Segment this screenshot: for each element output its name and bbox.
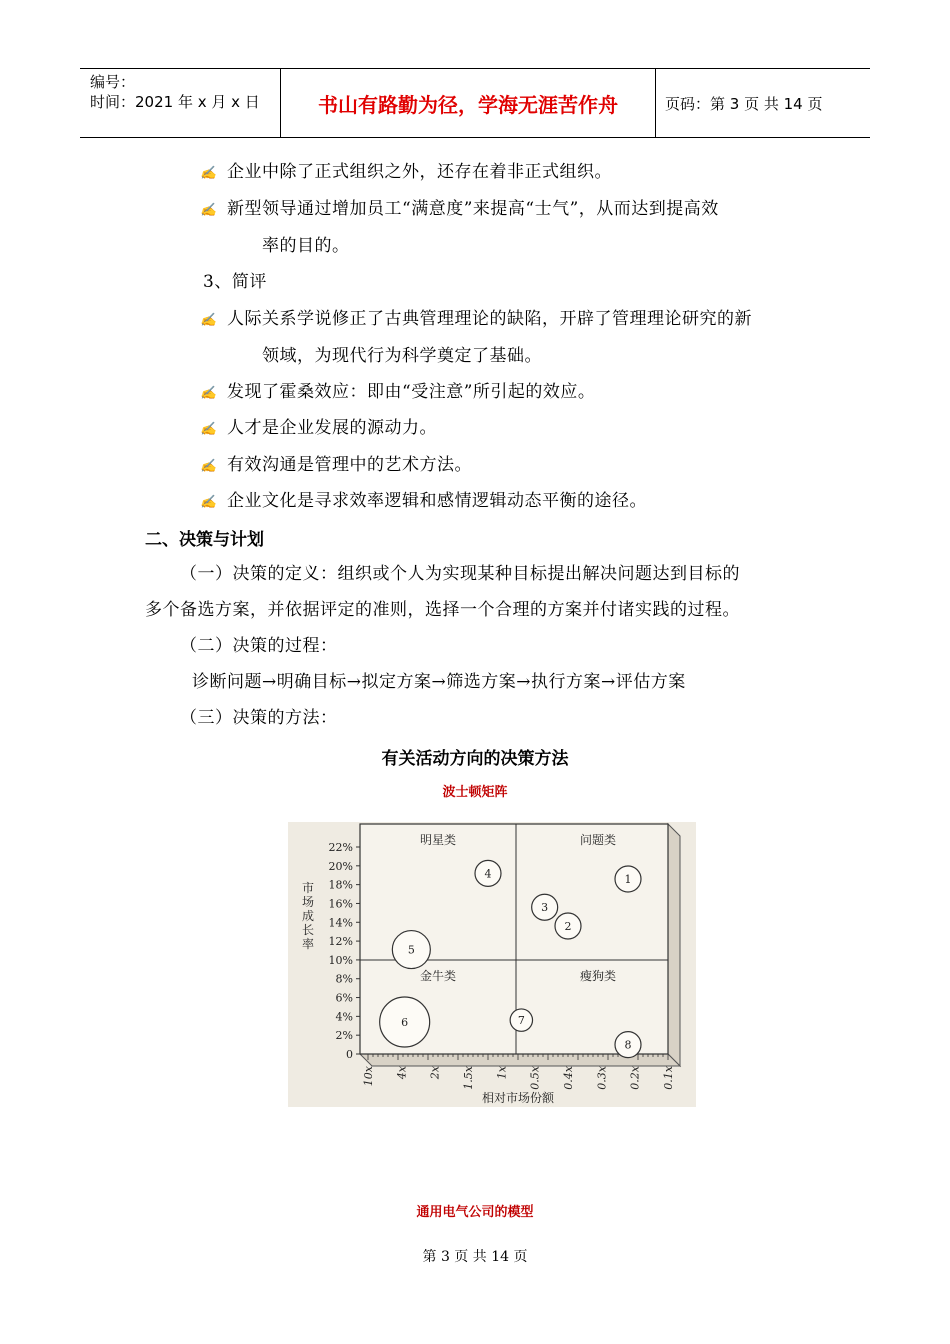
y-tick-label: 10% [328,953,353,967]
bubble-label: 2 [564,920,572,934]
y-axis-label-char: 成 [302,909,315,923]
quadrant-label: 明星类 [419,833,457,847]
bubble-label: 3 [541,901,549,915]
x-tick-label: 4x [395,1066,409,1080]
bullet-line: ✍ 新型领导通过增加员工“满意度”来提高“士气”，从而达到提高效 [200,197,719,223]
paragraph-definition: （一）决策的定义：组织或个人为实现某种目标提出解决问题达到目标的 [180,564,740,584]
x-tick-label: 2x [428,1066,442,1080]
y-tick-label: 8% [335,972,353,986]
y-axis-label-char: 率 [302,937,315,951]
y-tick-label: 4% [335,1010,353,1024]
x-tick-label: 10x [362,1066,375,1087]
x-tick-label: 0.2x [628,1066,642,1090]
pen-bullet-icon: ✍ [200,386,217,401]
bubble-label: 7 [517,1014,525,1028]
bullet-continuation: 率的目的。 [262,236,350,256]
x-axis-label: 相对市场份额 [481,1091,555,1105]
y-axis-label-char: 场 [302,895,315,909]
y-tick-label: 14% [328,916,353,930]
chart-subtitle: 波士顿矩阵 [442,785,508,800]
bullet-line: ✍ 企业文化是寻求效率逻辑和感情逻辑动态平衡的途径。 [200,489,647,515]
bubble-label: 6 [401,1016,409,1030]
pen-bullet-icon: ✍ [200,422,217,437]
section-heading: 二、决策与计划 [145,530,264,550]
bullet-line: ✍ 有效沟通是管理中的艺术方法。 [200,453,472,479]
pen-bullet-icon: ✍ [200,203,217,218]
pen-bullet-icon: ✍ [200,459,217,474]
x-tick-label: 0.3x [595,1066,609,1090]
y-tick-label: 12% [328,935,353,949]
bcg-matrix-chart [288,822,696,1107]
bullet-line: ✍ 企业中除了正式组织之外，还存在着非正式组织。 [200,160,612,186]
quadrant-label: 问题类 [579,833,617,847]
y-tick-label: 16% [328,897,353,911]
x-tick-label: 0.5x [528,1066,542,1090]
bubble-label: 8 [624,1038,632,1052]
header-motto: 书山有路勤为径，学海无涯苦作舟 [280,69,656,137]
bullet-line: ✍ 发现了霍桑效应：即由“受注意”所引起的效应。 [200,380,595,406]
doc-number-label: 编号： [90,73,136,91]
quadrant-label: 金牛类 [419,969,457,983]
header-meta [80,69,280,137]
ge-model-caption: 通用电气公司的模型 [416,1205,534,1220]
chart-heading: 有关活动方向的决策方法 [381,749,569,769]
y-tick-label: 20% [328,859,353,873]
bcg-matrix-figure [288,822,696,1107]
y-tick-label: 6% [335,991,353,1005]
bubble-label: 5 [407,943,415,957]
pen-bullet-icon: ✍ [200,313,217,328]
paragraph-definition-cont: 多个备选方案，并依据评定的准则，选择一个合理的方案并付诸实践的过程。 [145,600,740,620]
page-header [80,68,870,138]
pen-bullet-icon: ✍ [200,166,217,181]
doc-time-label: 时间：2021 年 x 月 x 日 [90,93,260,111]
y-tick-label: 0 [346,1048,353,1061]
y-axis-label-char: 长 [302,923,315,937]
y-tick-label: 2% [335,1029,353,1043]
x-tick-label: 0.1x [662,1066,675,1090]
x-tick-label: 1x [495,1066,509,1080]
y-tick-label: 22% [328,841,353,854]
paragraph-process-steps: 诊断问题→明确目标→拟定方案→筛选方案→执行方案→评估方案 [192,672,686,692]
bullet-line: ✍ 人才是企业发展的源动力。 [200,416,437,442]
y-axis-label [302,881,314,951]
x-tick-label: 0.4x [562,1066,575,1090]
bubble-label: 4 [484,867,492,881]
subheading-review: 3、简评 [203,272,267,292]
bubble-label: 1 [624,872,632,886]
quadrant-label: 瘦狗类 [579,969,617,983]
x-tick-label: 1.5x [462,1066,475,1090]
pen-bullet-icon: ✍ [200,495,217,510]
y-axis-label-char: 市 [302,881,315,895]
paragraph-methods-label: （三）决策的方法： [180,708,338,728]
y-tick-label: 18% [328,878,353,892]
bullet-line: ✍ 人际关系学说修正了古典管理理论的缺陷，开辟了管理理论研究的新 [200,307,752,333]
bullet-continuation: 领域，为现代行为科学奠定了基础。 [262,346,542,366]
page-footer: 第 3 页 共 14 页 [422,1249,528,1265]
header-page-info: 页码：第 3 页 共 14 页 [665,94,823,113]
paragraph-process-label: （二）决策的过程： [180,636,338,656]
